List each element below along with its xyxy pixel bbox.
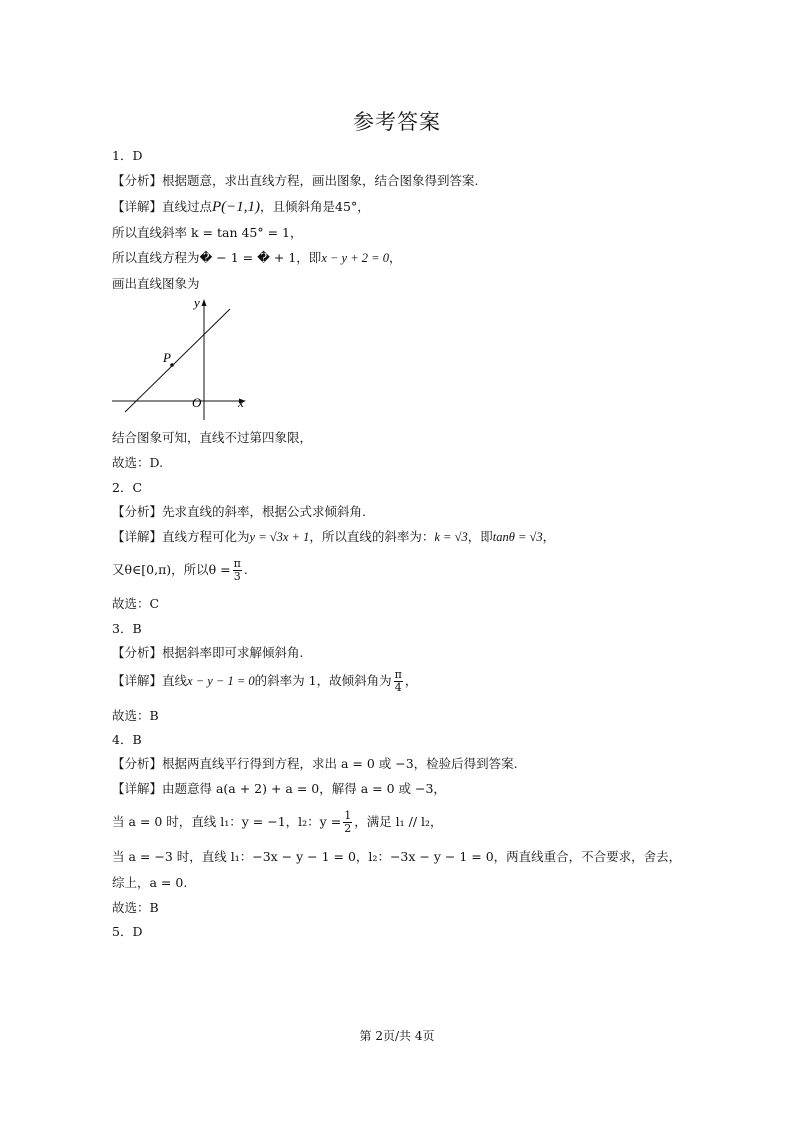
q3-detail xyxy=(112,669,417,694)
origin-label: O xyxy=(192,395,202,410)
q3-detail-mid: 的斜率为 1，故倾斜角为 xyxy=(254,673,392,688)
line-y-eq-x-plus-2 xyxy=(125,309,230,412)
q1-conclusion: 结合图象可知，直线不过第四象限， xyxy=(112,430,313,445)
q4-case1-end: ，满足 l₁ // l₂， xyxy=(354,814,443,829)
q3-detail-prefix: 【详解】直线 xyxy=(112,673,188,688)
q2-detail xyxy=(112,529,555,545)
q1-line-graph xyxy=(110,294,250,424)
q5-number: 5．D xyxy=(112,924,143,939)
q1-choose: 故选：D. xyxy=(112,455,164,470)
q4-summary: 综上，a = 0. xyxy=(112,875,188,890)
q4-choose: 故选：B xyxy=(112,900,159,915)
q1-number: 1．D xyxy=(112,148,143,163)
page-title: 参考答案 xyxy=(353,110,441,134)
q2-analysis: 【分析】先求直线的斜率，根据公式求倾斜角. xyxy=(112,504,366,519)
q3-detail-end: ， xyxy=(404,673,418,688)
q1-detail-prefix: 【详解】直线过点 xyxy=(112,199,213,214)
q2-range-line xyxy=(112,558,248,583)
q2-tan: tanθ = √3 xyxy=(492,530,543,544)
q4-detail: 【详解】由题意得 a(a + 2) + a = 0，解得 a = 0 或 −3， xyxy=(112,781,446,796)
q3-fraction: $\frac{\pi}{4}$ xyxy=(394,668,402,694)
q3-choose: 故选：B xyxy=(112,708,159,723)
q3-number: 3．B xyxy=(112,621,142,636)
q2-detail-mid: ，所以直线的斜率为： xyxy=(309,529,435,544)
q1-equation-line xyxy=(112,250,401,266)
q2-detail-prefix: 【详解】直线方程可化为 xyxy=(112,529,250,544)
point-p-label: P xyxy=(163,350,171,365)
q2-range-prefix: 又θ∈[0,π)，所以θ = xyxy=(112,562,231,577)
q2-choose: 故选：C xyxy=(112,596,160,611)
x-axis-label: x xyxy=(238,395,244,410)
q1-eq-prefix: 所以直线方程为� − 1 = � + 1，即 xyxy=(112,250,322,265)
q2-range-end: . xyxy=(243,562,248,577)
q1-slope-line: 所以直线斜率 k = tan 45° = 1， xyxy=(112,225,303,240)
page-footer: 第 2页/共 4页 xyxy=(359,1029,435,1043)
q4-analysis: 【分析】根据两直线平行得到方程，求出 a = 0 或 −3，检验后得到答案. xyxy=(112,756,518,771)
q1-analysis: 【分析】根据题意，求出直线方程，画出图象，结合图象得到答案. xyxy=(112,173,479,188)
q1-detail-suffix: ，且倾斜角是45°， xyxy=(260,199,370,214)
q1-point: P(−1,1) xyxy=(212,199,261,215)
q4-case1-prefix: 当 a = 0 时，直线 l₁：y = −1，l₂：y = xyxy=(112,814,342,829)
q1-draw-text: 画出直线图象为 xyxy=(112,276,200,291)
y-axis-label: y xyxy=(194,295,200,310)
q4-case1 xyxy=(112,810,443,835)
q1-eq: x − y + 2 = 0 xyxy=(321,251,389,265)
q2-number: 2．C xyxy=(112,480,143,495)
q1-detail xyxy=(112,199,370,215)
q4-fraction: $\frac{1}{2}$ xyxy=(344,809,352,835)
q2-detail-end: ， xyxy=(542,529,556,544)
q4-case2: 当 a = −3 时，直线 l₁：−3x − y − 1 = 0，l₂：−3x − y − 1 = 0，两直线重合，不合要求，舍去， xyxy=(112,849,682,864)
q3-eq: x − y − 1 = 0 xyxy=(187,674,255,688)
q2-fraction: $\frac{\pi}{3}$ xyxy=(233,557,241,583)
q3-analysis: 【分析】根据斜率即可求解倾斜角. xyxy=(112,645,304,660)
q2-detail-mid2: ，即 xyxy=(467,529,493,544)
q2-k: k = √3 xyxy=(434,530,468,544)
y-axis-arrow xyxy=(202,299,207,306)
q4-number: 4．B xyxy=(112,732,142,747)
q1-eq-suffix: ， xyxy=(388,250,402,265)
q2-eq: y = √3x + 1 xyxy=(249,530,310,544)
